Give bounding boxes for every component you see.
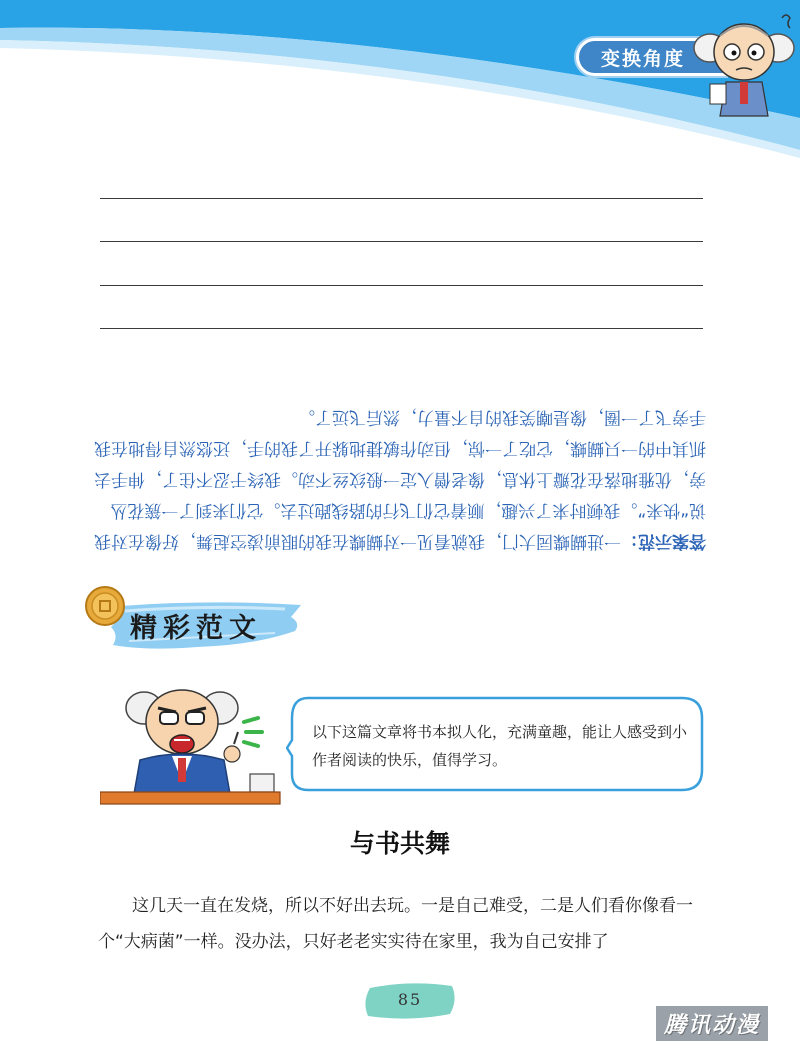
writing-line	[100, 285, 703, 286]
writing-line	[100, 241, 703, 242]
gold-coin-icon	[84, 585, 126, 627]
writing-line	[100, 198, 703, 199]
answer-text: 一进蝴蝶园大门，我就看见一对蝴蝶在我的眼前凌空起舞，好像在对我说“快来”。我顿时来了兴趣，顺着它们飞行的路线跑过去。它们来到了一簇花丛旁，优雅地落在花瓣上休息，像老僧入定一般纹丝不动。我终于忍不住了，伸手去抓其中的一只蝴蝶，它吃了一惊，但动作敏捷地躲开了我的手，还悠然自得地在我手旁飞了一圈，像是嘲笑我的自不量力，然后飞远了。	[94, 407, 706, 551]
article-title: 与书共舞	[349, 829, 450, 858]
chapter-tab: 变换角度	[576, 38, 726, 76]
writing-line	[100, 328, 703, 329]
article-paragraph: 这几天一直在发烧，所以不好出去玩。一是自己难受，二是人们看你像看一个“大病菌”一样。没办法，只好老老实实待在家里，我为自己安排了	[98, 896, 693, 952]
section-title: 精彩范文	[130, 613, 262, 644]
old-teacher-mascot-icon	[690, 8, 800, 120]
page-number: 85	[397, 990, 423, 1009]
watermark-logo: 腾讯动漫	[656, 1006, 768, 1041]
answer-paragraph	[92, 401, 706, 556]
header-swoosh	[0, 0, 800, 160]
answer-example-upside-down	[92, 336, 706, 556]
teacher-at-desk-icon	[100, 682, 285, 810]
bubble-text: 以下这篇文章将书本拟人化，充满童趣，能让人感受到小作者阅读的快乐，值得学习。	[312, 723, 688, 769]
answer-label: 答案示范：	[621, 531, 706, 551]
